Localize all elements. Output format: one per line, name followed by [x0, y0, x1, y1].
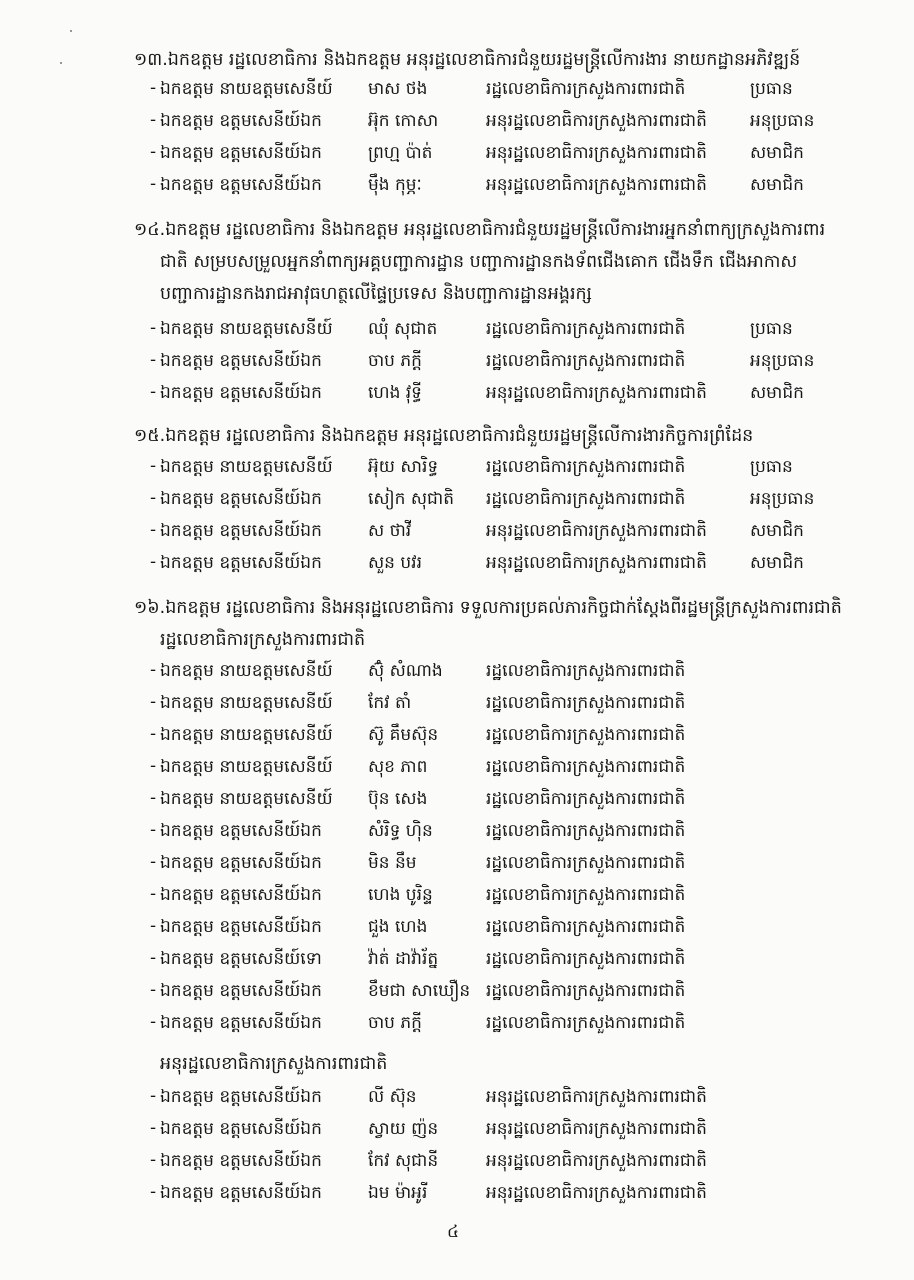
- scan-speck: [70, 30, 72, 32]
- member-position: អនុរដ្ឋលេខាធិការក្រសួងការពារជាតិ: [486, 1183, 707, 1203]
- list-item: [150, 174, 870, 204]
- member-position: រដ្ឋលេខាធិការក្រសួងការពារជាតិ: [486, 351, 686, 371]
- member-position: រដ្ឋលេខាធិការក្រសួងការពារជាតិ: [486, 693, 686, 713]
- member-position: អនុរដ្ឋលេខាធិការក្រសួងការពារជាតិ: [486, 175, 707, 195]
- member-position: អនុរដ្ឋលេខាធិការក្រសួងការពារជាតិ: [486, 111, 707, 131]
- member-name: វ៉ាត់ ដាវ៉ារ័ត្ន: [368, 949, 439, 969]
- member-title: ឯកឧត្តម ឧត្តមសេនីយ៍ឯក: [160, 489, 322, 509]
- list-item: [150, 552, 870, 582]
- member-title: ឯកឧត្តម ឧត្តមសេនីយ៍ឯក: [160, 1119, 322, 1139]
- bullet-dash: -: [150, 78, 157, 98]
- list-item: [150, 456, 870, 486]
- bullet-dash: -: [150, 724, 157, 744]
- member-name: ឈុំ សុជាត: [368, 319, 438, 339]
- bullet-dash: -: [150, 980, 157, 1000]
- member-name: សុខ ភាព: [368, 757, 428, 777]
- member-name: ចាប ភក្ដី: [368, 1013, 422, 1033]
- member-title: ឯកឧត្តម ឧត្តមសេនីយ៍ឯក: [160, 1183, 322, 1203]
- bullet-dash: -: [150, 520, 157, 540]
- bullet-dash: -: [150, 456, 157, 476]
- bullet-dash: -: [150, 948, 157, 968]
- list-item: [150, 948, 870, 978]
- bullet-dash: -: [150, 1086, 157, 1106]
- member-name: សៀក សុជាតិ: [368, 489, 455, 509]
- member-position: រដ្ឋលេខាធិការក្រសួងការពារជាតិ: [486, 489, 686, 509]
- member-name: ស ថាវី: [368, 521, 412, 541]
- bullet-dash: -: [150, 174, 157, 194]
- list-item: [150, 110, 870, 140]
- member-name: ស្វាយ ញ៉ន: [368, 1119, 439, 1139]
- member-title: ឯកឧត្តម ឧត្តមសេនីយ៍ឯក: [160, 553, 322, 573]
- bullet-dash: -: [150, 788, 157, 808]
- list-item: [150, 1150, 870, 1180]
- page-number: ៤: [447, 1222, 460, 1242]
- member-position: រដ្ឋលេខាធិការក្រសួងការពារជាតិ: [486, 457, 686, 477]
- subsection-heading: អនុរដ្ឋលេខាធិការក្រសួងការពារជាតិ: [160, 1054, 388, 1074]
- bullet-dash: -: [150, 1150, 157, 1170]
- member-position: រដ្ឋលេខាធិការក្រសួងការពារជាតិ: [486, 885, 686, 905]
- member-title: ឯកឧត្តម ឧត្តមសេនីយ៍ឯក: [160, 885, 322, 905]
- member-role: សមាជិក: [750, 521, 804, 541]
- member-role: អនុប្រធាន: [750, 111, 815, 131]
- bullet-dash: -: [150, 382, 157, 402]
- member-name: ឯម ម៉ាអូរី: [368, 1183, 428, 1203]
- list-item: [150, 820, 870, 850]
- member-title: ឯកឧត្តម នាយឧត្តមសេនីយ៍: [160, 725, 333, 745]
- list-item: [150, 318, 870, 348]
- member-position: រដ្ឋលេខាធិការក្រសួងការពារជាតិ: [486, 917, 686, 937]
- list-item: [150, 852, 870, 882]
- member-title: ឯកឧត្តម ឧត្តមសេនីយ៍ឯក: [160, 853, 322, 873]
- member-title: ឯកឧត្តម ឧត្តមសេនីយ៍ឯក: [160, 111, 322, 131]
- list-item: [150, 788, 870, 818]
- member-name: ជួង ហេង: [368, 917, 428, 937]
- section-heading: ១៦.ឯកឧត្តម រដ្ឋលេខាធិការ និងអនុរដ្ឋលេខាធិការ ទទួលការប្រគល់ភារកិច្ចជាក់ស្ដែងពីរដ្ឋមន្ត្រីក្រសួងការពារជាតិ: [134, 598, 842, 618]
- list-item: [150, 884, 870, 914]
- list-item: [150, 78, 870, 108]
- member-title: ឯកឧត្តម ឧត្តមសេនីយ៍ឯក: [160, 175, 322, 195]
- member-name: ស៊ូ គឹមស៊ុន: [368, 725, 439, 745]
- member-title: ឯកឧត្តម ឧត្តមសេនីយ៍ឯក: [160, 383, 322, 403]
- bullet-dash: -: [150, 660, 157, 680]
- bullet-dash: -: [150, 318, 157, 338]
- member-position: រដ្ឋលេខាធិការក្រសួងការពារជាតិ: [486, 725, 686, 745]
- member-title: ឯកឧត្តម ឧត្តមសេនីយ៍ឯក: [160, 521, 322, 541]
- list-item: [150, 520, 870, 550]
- member-role: សមាជិក: [750, 143, 804, 163]
- member-title: ឯកឧត្តម នាយឧត្តមសេនីយ៍: [160, 661, 333, 681]
- bullet-dash: -: [150, 916, 157, 936]
- list-item: [150, 382, 870, 412]
- member-name: លី ស៊ុន: [368, 1087, 417, 1107]
- member-role: សមាជិក: [750, 175, 804, 195]
- section-heading: ១៤.ឯកឧត្តម រដ្ឋលេខាធិការ និងឯកឧត្តម អនុរដ្ឋលេខាធិការជំនួយរដ្ឋមន្ត្រីលើការងារអ្នកនាំពាក្យក្រសួងការពារ: [134, 220, 826, 240]
- bullet-dash: -: [150, 884, 157, 904]
- member-position: រដ្ឋលេខាធិការក្រសួងការពារជាតិ: [486, 853, 686, 873]
- member-title: ឯកឧត្តម នាយឧត្តមសេនីយ៍: [160, 693, 333, 713]
- member-name: សួន បវរ: [368, 553, 422, 573]
- member-position: អនុរដ្ឋលេខាធិការក្រសួងការពារជាតិ: [486, 553, 707, 573]
- list-item: [150, 916, 870, 946]
- member-title: ឯកឧត្តម ឧត្តមសេនីយ៍ឯក: [160, 143, 322, 163]
- member-title: ឯកឧត្តម នាយឧត្តមសេនីយ៍: [160, 789, 333, 809]
- bullet-dash: -: [150, 852, 157, 872]
- member-position: អនុរដ្ឋលេខាធិការក្រសួងការពារជាតិ: [486, 521, 707, 541]
- member-position: អនុរដ្ឋលេខាធិការក្រសួងការពារជាតិ: [486, 383, 707, 403]
- member-position: រដ្ឋលេខាធិការក្រសួងការពារជាតិ: [486, 319, 686, 339]
- member-title: ឯកឧត្តម ឧត្តមសេនីយ៍ឯក: [160, 1087, 322, 1107]
- member-role: អនុប្រធាន: [750, 489, 815, 509]
- member-position: រដ្ឋលេខាធិការក្រសួងការពារជាតិ: [486, 949, 686, 969]
- list-item: [150, 980, 870, 1010]
- bullet-dash: -: [150, 110, 157, 130]
- list-item: [150, 1118, 870, 1148]
- member-name: ហេង វុទ្ធី: [368, 383, 422, 403]
- subsection-heading: រដ្ឋលេខាធិការក្រសួងការពារជាតិ: [160, 630, 366, 650]
- bullet-dash: -: [150, 488, 157, 508]
- member-role: សមាជិក: [750, 553, 804, 573]
- member-name: មាស ថង: [368, 79, 428, 99]
- section-heading-continued: ជាតិ សម្របសម្រួលអ្នកនាំពាក្យអគ្គបញ្ជាការដ្ឋាន បញ្ជាការដ្ឋានកងទ័ពជើងគោក ជើងទឹក ជើងអាកាស: [160, 252, 798, 272]
- list-item: [150, 692, 870, 722]
- member-name: ព្រហ្ម ប៉ាត់: [368, 143, 433, 163]
- bullet-dash: -: [150, 142, 157, 162]
- bullet-dash: -: [150, 552, 157, 572]
- member-name: អ៊ុក កោសា: [368, 111, 439, 131]
- member-name: ចាប ភក្ដី: [368, 351, 422, 371]
- member-title: ឯកឧត្តម នាយឧត្តមសេនីយ៍: [160, 457, 333, 477]
- list-item: [150, 660, 870, 690]
- member-title: ឯកឧត្តម នាយឧត្តមសេនីយ៍: [160, 757, 333, 777]
- bullet-dash: -: [150, 1012, 157, 1032]
- list-item: [150, 724, 870, 754]
- member-title: ឯកឧត្តម ឧត្តមសេនីយ៍ឯក: [160, 917, 322, 937]
- member-title: ឯកឧត្តម ឧត្តមសេនីយ៍ឯក: [160, 1151, 322, 1171]
- member-title: ឯកឧត្តម ឧត្តមសេនីយ៍ឯក: [160, 821, 322, 841]
- member-position: អនុរដ្ឋលេខាធិការក្រសួងការពារជាតិ: [486, 1119, 707, 1139]
- bullet-dash: -: [150, 692, 157, 712]
- bullet-dash: -: [150, 1182, 157, 1202]
- bullet-dash: -: [150, 820, 157, 840]
- member-role: ប្រធាន: [750, 319, 793, 339]
- member-position: រដ្ឋលេខាធិការក្រសួងការពារជាតិ: [486, 757, 686, 777]
- member-title: ឯកឧត្តម ឧត្តមសេនីយ៍ឯក: [160, 981, 322, 1001]
- member-position: អនុរដ្ឋលេខាធិការក្រសួងការពារជាតិ: [486, 143, 707, 163]
- member-name: កែវ សុជានី: [368, 1151, 439, 1171]
- member-position: រដ្ឋលេខាធិការក្រសួងការពារជាតិ: [486, 821, 686, 841]
- member-position: រដ្ឋលេខាធិការក្រសួងការពារជាតិ: [486, 981, 686, 1001]
- member-role: ប្រធាន: [750, 457, 793, 477]
- member-position: អនុរដ្ឋលេខាធិការក្រសួងការពារជាតិ: [486, 1151, 707, 1171]
- member-name: កែវ តាំ: [368, 693, 412, 713]
- list-item: [150, 1012, 870, 1042]
- list-item: [150, 1086, 870, 1116]
- member-position: អនុរដ្ឋលេខាធិការក្រសួងការពារជាតិ: [486, 1087, 707, 1107]
- section-heading-continued: បញ្ជាការដ្ឋានកងរាជអាវុធហត្ថលើផ្ទៃប្រទេស និងបញ្ជាការដ្ឋានអង្គរក្ស: [160, 284, 592, 304]
- member-title: ឯកឧត្តម ឧត្តមសេនីយ៍ឯក: [160, 1013, 322, 1033]
- list-item: [150, 756, 870, 786]
- member-title: ឯកឧត្តម នាយឧត្តមសេនីយ៍: [160, 79, 333, 99]
- member-name: មិន នឹម: [368, 853, 417, 873]
- member-name: អ៊ុយ សារិទ្ធ: [368, 457, 439, 477]
- list-item: [150, 1182, 870, 1212]
- bullet-dash: -: [150, 756, 157, 776]
- member-position: រដ្ឋលេខាធិការក្រសួងការពារជាតិ: [486, 1013, 686, 1033]
- member-name: ស៊ុំ សំណាង: [368, 661, 443, 681]
- section-heading: ១៣.ឯកឧត្តម រដ្ឋលេខាធិការ និងឯកឧត្តម អនុរដ្ឋលេខាធិការជំនួយរដ្ឋមន្ត្រីលើការងារ នាយកដ្ឋានអភិវឌ្ឍន៍: [134, 50, 801, 70]
- member-position: រដ្ឋលេខាធិការក្រសួងការពារជាតិ: [486, 789, 686, 809]
- member-role: អនុប្រធាន: [750, 351, 815, 371]
- member-role: ប្រធាន: [750, 79, 793, 99]
- member-position: រដ្ឋលេខាធិការក្រសួងការពារជាតិ: [486, 661, 686, 681]
- member-name: ហេង បូរិន្ទ: [368, 885, 433, 905]
- member-name: ប៊ុន សេង: [368, 789, 428, 809]
- member-title: ឯកឧត្តម ឧត្តមសេនីយ៍ឯក: [160, 351, 322, 371]
- list-item: [150, 488, 870, 518]
- scan-speck: [60, 62, 62, 64]
- section-heading: ១៥.ឯកឧត្តម រដ្ឋលេខាធិការ និងឯកឧត្តម អនុរដ្ឋលេខាធិការជំនួយរដ្ឋមន្ត្រីលើការងារកិច្ចការព្រំដែន: [134, 426, 754, 446]
- list-item: [150, 142, 870, 172]
- bullet-dash: -: [150, 1118, 157, 1138]
- member-position: រដ្ឋលេខាធិការក្រសួងការពារជាតិ: [486, 79, 686, 99]
- member-role: សមាជិក: [750, 383, 804, 403]
- member-name: សំរិទ្ធ ហ៊ិន: [368, 821, 433, 841]
- bullet-dash: -: [150, 350, 157, 370]
- member-name: ខឹមជា សាឃឿន: [368, 981, 471, 1001]
- member-title: ឯកឧត្តម នាយឧត្តមសេនីយ៍: [160, 319, 333, 339]
- member-name: ម៉ឹង កុម្ភៈ: [368, 175, 422, 195]
- member-title: ឯកឧត្តម ឧត្តមសេនីយ៍ទោ: [160, 949, 322, 969]
- list-item: [150, 350, 870, 380]
